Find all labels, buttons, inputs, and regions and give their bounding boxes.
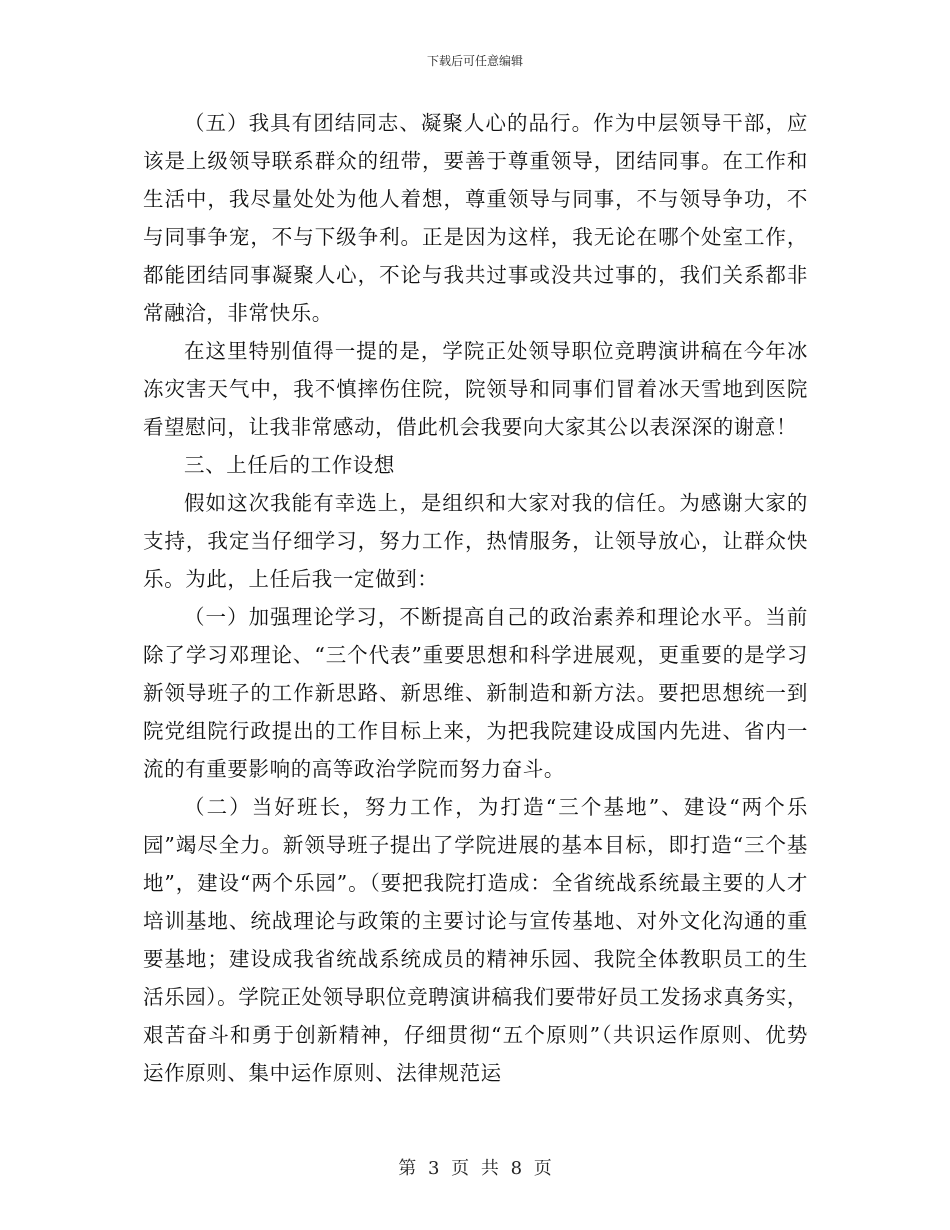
paragraph-item-5: （五）我具有团结同志、凝聚人心的品行。作为中层领导干部，应该是上级领导联系群众的纽带，要善于尊重领导，团结同事。在工作和生活中，我尽量处处为他人着想，尊重领导与同事，不与领导争功，不与同事争宠，不与下级争利。正是因为这样，我无论在哪个处室工作，都能团结同事凝聚人心，不论与我共过事或没共过事的，我们关系都非常融洽，非常快乐。 [143, 111, 808, 325]
paragraph-thanks: 在这里特别值得一提的是，学院正处领导职位竞聘演讲稿在今年冰冻灾害天气中，我不慎摔伤住院，院领导和同事们冒着冰天雪地到医院看望慰问，让我非常感动，借此机会我要向大家其公以表深深的谢意！ [143, 339, 808, 439]
document-body [143, 104, 808, 1092]
paragraph-intro: 假如这次我能有幸选上，是组织和大家对我的信任。为感谢大家的支持，我定当仔细学习，努力工作，热情服务，让领导放心，让群众快乐。为此，上任后我一定做到： [143, 491, 808, 591]
page-header: 下载后可任意编辑 [426, 54, 523, 68]
page-number: 第 3 页 共 8 页 [398, 1158, 552, 1179]
paragraph-item-1: （一）加强理论学习，不断提高自己的政治素养和理论水平。当前除了学习邓理论、“三个代表”重要思想和科学进展观，更重要的是学习新领导班子的工作新思路、新思维、新制造和新方法。要把思想统一到院党组院行政提出的工作目标上来，为把我院建设成国内先进、省内一流的有重要影响的高等政治学院而努力奋斗。 [143, 605, 808, 781]
section-heading: 三、上任后的工作设想 [184, 453, 395, 477]
paragraph-item-2: （二）当好班长，努力工作，为打造“三个基地”、建设“两个乐园”竭尽全力。新领导班子提出了学院进展的基本目标，即打造“三个基地”，建设“两个乐园”。（要把我院打造成：全省统战系统最主要的人才培训基地、统战理论与政策的主要讨论与宣传基地、对外文化沟通的重要基地；建设成我省统战系统成员的精神乐园、我院全体教职员工的生活乐园）。学院正处领导职位竞聘演讲稿我们要带好员工发扬求真务实，艰苦奋斗和勇于创新精神，仔细贯彻“五个原则”（共识运作原则、优势运作原则、集中运作原则、法律规范运 [143, 795, 808, 1085]
